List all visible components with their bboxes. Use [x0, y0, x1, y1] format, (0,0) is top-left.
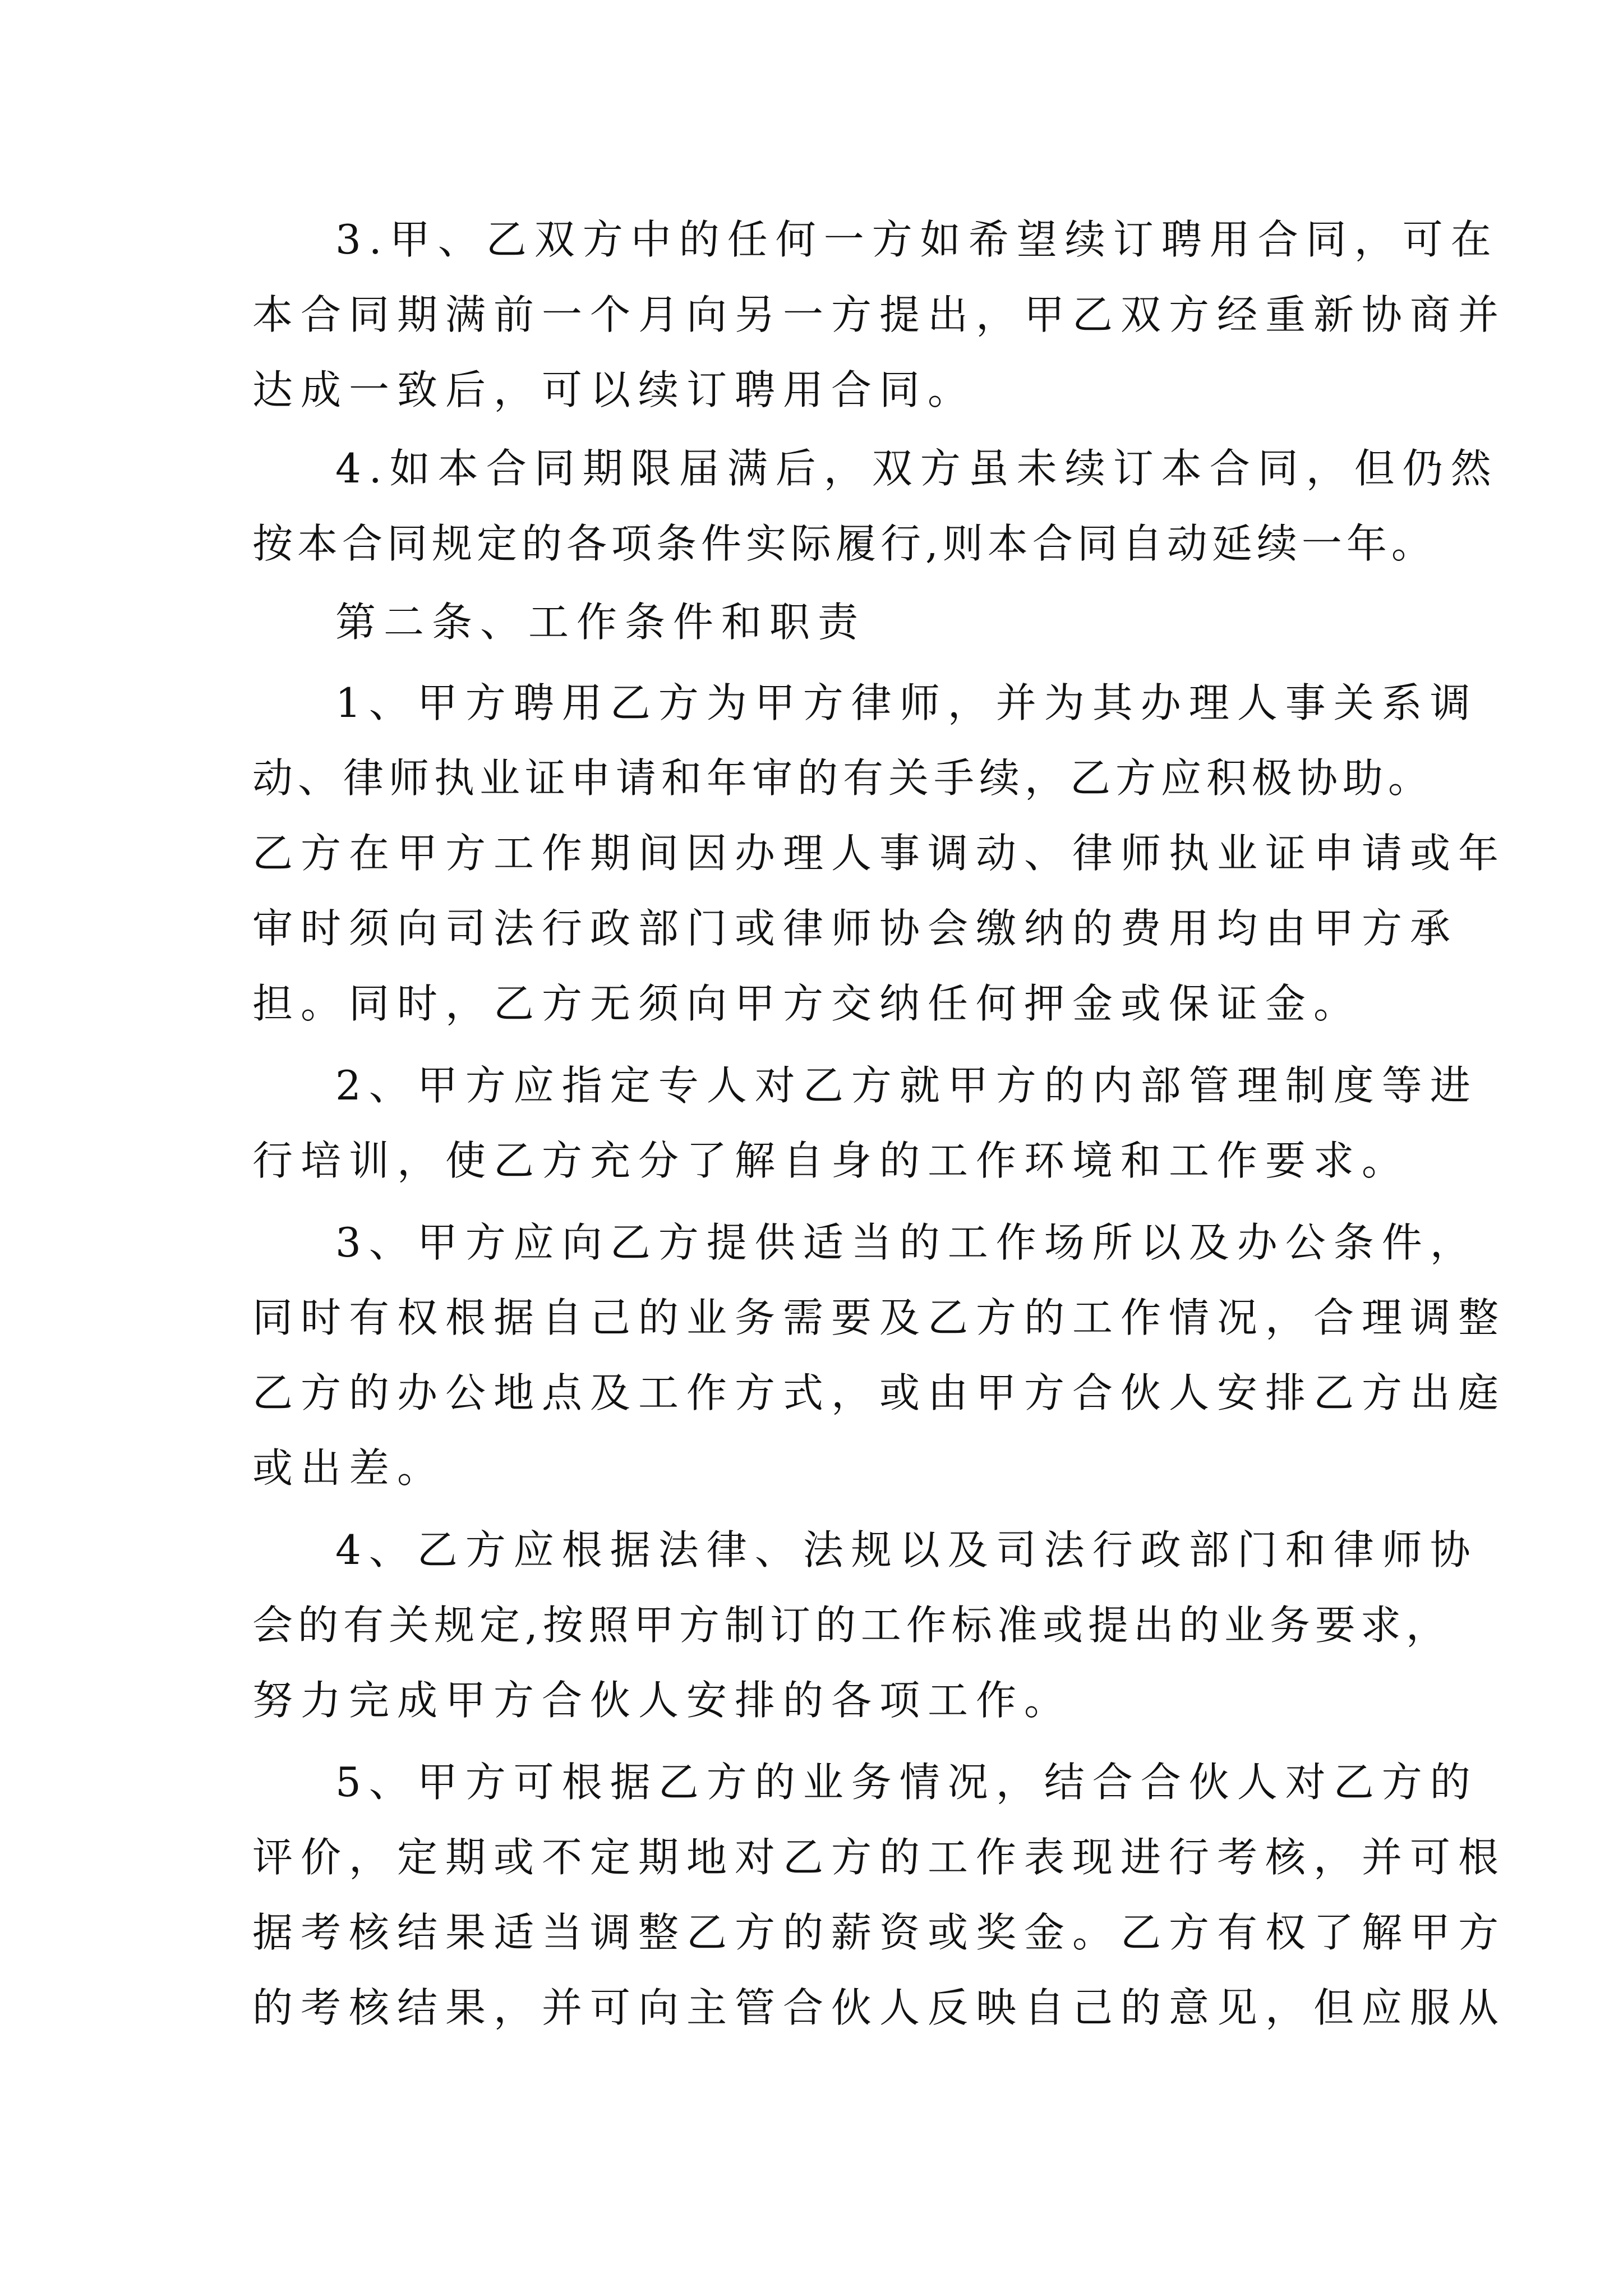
text-line: 担。同时，乙方无须向甲方交纳任何押金或保证金。 [252, 980, 1362, 1027]
paragraph-clause-1 [252, 665, 1507, 1041]
paragraph-clause-4 [252, 1512, 1478, 1738]
text-line: 努力完成甲方合伙人安排的各项工作。 [252, 1677, 1073, 1724]
paragraph-clause-2 [252, 1048, 1478, 1198]
text-line: 审时须向司法行政部门或律师协会缴纳的费用均由甲方承 [252, 905, 1459, 952]
text-line: 乙方的办公地点及工作方式，或由甲方合伙人安排乙方出庭 [252, 1369, 1507, 1416]
section-heading: 第二条、工作条件和职责 [335, 599, 866, 646]
text-line: 4.如本合同期限届满后，双方虽未续订本合同，但仍然 [335, 445, 1499, 492]
text-line: 3、甲方应向乙方提供适当的工作场所以及办公条件， [335, 1219, 1478, 1266]
text-line: 动、律师执业证申请和年审的有关手续，乙方应积极协助。 [252, 754, 1434, 802]
text-line: 3.甲、乙双方中的任何一方如希望续订聘用合同，可在 [335, 216, 1499, 263]
paragraph-clause-5 [252, 1745, 1507, 2045]
paragraph-auto-extension [252, 431, 1499, 581]
text-line: 2、甲方应指定专人对乙方就甲方的内部管理制度等进 [335, 1062, 1478, 1109]
document-page [252, 202, 1507, 2045]
text-line: 乙方在甲方工作期间因办理人事调动、律师执业证申请或年 [252, 830, 1507, 877]
text-line: 据考核结果适当调整乙方的薪资或奖金。乙方有权了解甲方 [252, 1909, 1507, 1956]
paragraph-renewal [252, 202, 1507, 427]
paragraph-clause-3 [252, 1205, 1507, 1506]
text-line: 或出差。 [252, 1444, 446, 1492]
text-line: 4、乙方应根据法律、法规以及司法行政部门和律师协 [335, 1526, 1478, 1573]
text-line: 5、甲方可根据乙方的业务情况，结合合伙人对乙方的 [335, 1759, 1478, 1806]
text-line: 达成一致后，可以续订聘用合同。 [252, 366, 976, 413]
text-line: 本合同期满前一个月向另一方提出，甲乙双方经重新协商并 [252, 291, 1507, 338]
text-line: 同时有权根据自己的业务需要及乙方的工作情况，合理调整 [252, 1294, 1507, 1341]
text-line: 1、甲方聘用乙方为甲方律师，并为其办理人事关系调 [335, 679, 1478, 726]
text-line: 的考核结果，并可向主管合伙人反映自己的意见，但应服从 [252, 1984, 1507, 2031]
text-line: 会的有关规定,按照甲方制订的工作标准或提出的业务要求， [252, 1602, 1451, 1649]
text-line: 评价，定期或不定期地对乙方的工作表现进行考核，并可根 [252, 1834, 1507, 1881]
text-line: 按本合同规定的各项条件实际履行,则本合同自动延续一年。 [252, 520, 1436, 567]
text-line: 行培训，使乙方充分了解自身的工作环境和工作要求。 [252, 1137, 1410, 1184]
